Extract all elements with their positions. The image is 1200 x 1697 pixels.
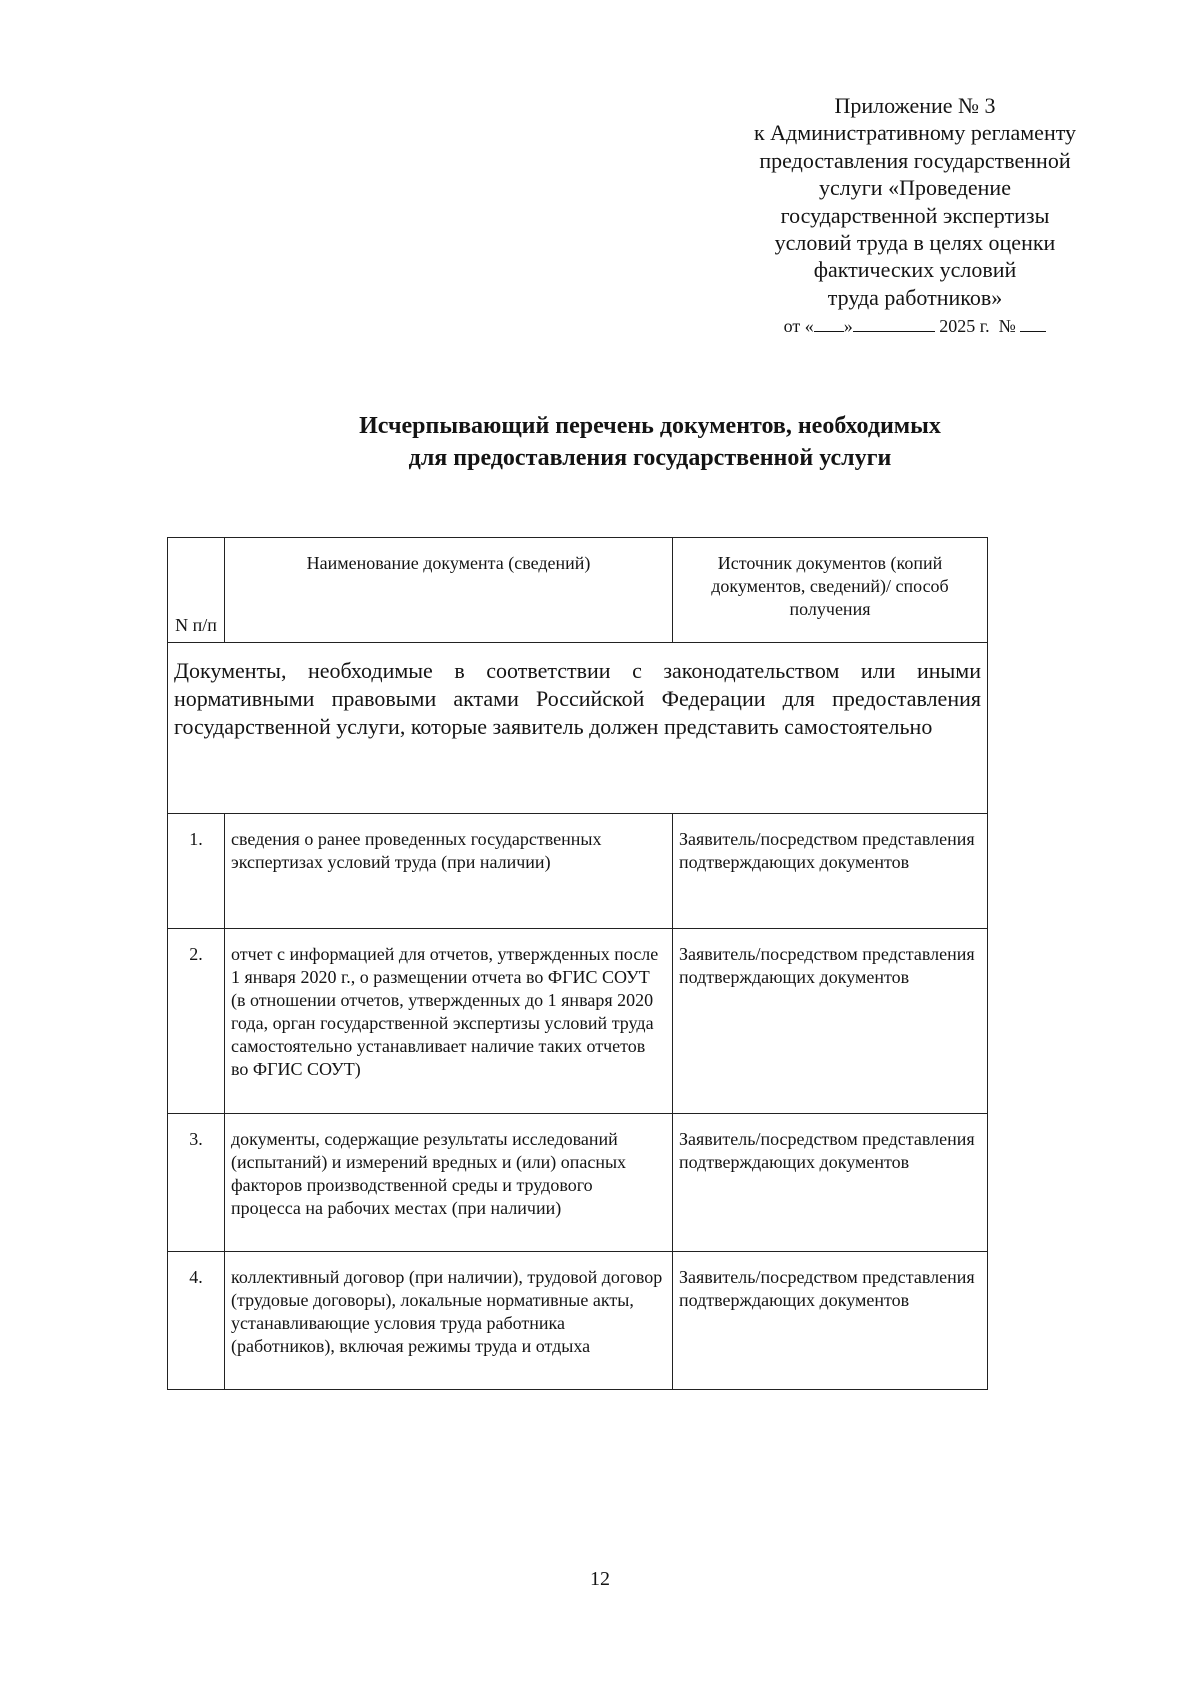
header-name: Наименование документа (сведений) <box>225 538 673 643</box>
table-row <box>168 1252 988 1390</box>
table-header-row <box>168 538 988 643</box>
date-month-blank <box>853 317 935 332</box>
row-number: 1. <box>168 814 225 929</box>
appendix-line: Приложение № 3 <box>834 93 996 118</box>
page-number: 12 <box>590 1568 610 1590</box>
header-source: Источник документов (копий документов, сведений)/ способ получения <box>673 538 988 643</box>
header-number: N п/п <box>168 538 225 643</box>
row-number: 2. <box>168 929 225 1114</box>
appendix-line: услуги «Проведение <box>819 175 1011 201</box>
document-title <box>250 410 1050 474</box>
appendix-line: государственной экспертизы <box>780 202 1050 228</box>
row-source: Заявитель/посредством представления подтверждающих документов <box>673 1252 988 1390</box>
documents-table <box>167 537 988 1390</box>
row-document-name: сведения о ранее проведенных государственных экспертизах условий труда (при наличии) <box>225 814 673 929</box>
table-row <box>168 1114 988 1252</box>
appendix-line: труда работников» <box>827 284 1003 310</box>
title-line-2: для предоставления государственной услуги <box>408 445 892 471</box>
title-line-1: Исчерпывающий перечень документов, необходимых <box>359 413 941 439</box>
number-blank <box>1020 317 1046 332</box>
row-number: 4. <box>168 1252 225 1390</box>
table-row <box>168 929 988 1114</box>
row-source: Заявитель/посредством представления подтверждающих документов <box>673 1114 988 1252</box>
date-year: 2025 г. <box>939 316 990 337</box>
appendix-line: условий труда в целях оценки <box>774 230 1056 256</box>
row-number: 3. <box>168 1114 225 1252</box>
appendix-line: к Административному регламенту <box>753 120 1077 146</box>
appendix-line: фактических условий <box>813 257 1017 283</box>
number-sign: № <box>998 316 1016 337</box>
row-document-name: коллективный договор (при наличии), трудовой договор (трудовые договоры), локальные нормативные акты, устанавливающие условия труда работника (работников), включая режимы труда и отдыха <box>225 1252 673 1390</box>
row-document-name: документы, содержащие результаты исследований (испытаний) и измерений вредных и (или) опасных факторов производственной среды и трудового процесса на рабочих местах (при наличии) <box>225 1114 673 1252</box>
date-day-blank <box>814 317 844 332</box>
section-heading: Документы, необходимые в соответствии с законодательством или иными нормативными правовыми актами Российской Федерации для предоставления государственной услуги, которые заявитель должен представить самостоятельно <box>168 643 988 814</box>
date-mid: » <box>843 316 853 337</box>
row-source: Заявитель/посредством представления подтверждающих документов <box>673 814 988 929</box>
table-row <box>168 814 988 929</box>
row-source: Заявитель/посредством представления подтверждающих документов <box>673 929 988 1114</box>
appendix-date-line <box>715 313 1115 340</box>
appendix-header <box>715 92 1115 341</box>
appendix-line: предоставления государственной <box>759 147 1071 173</box>
section-row <box>168 643 988 814</box>
row-document-name: отчет с информацией для отчетов, утвержденных после 1 января 2020 г., о размещении отчета во ФГИС СОУТ (в отношении отчетов, утвержденных до 1 января 2020 года, орган государственной экспертизы условий труда самостоятельно устанавливает наличие таких отчетов во ФГИС СОУТ) <box>225 929 673 1114</box>
date-prefix: от « <box>783 316 814 337</box>
